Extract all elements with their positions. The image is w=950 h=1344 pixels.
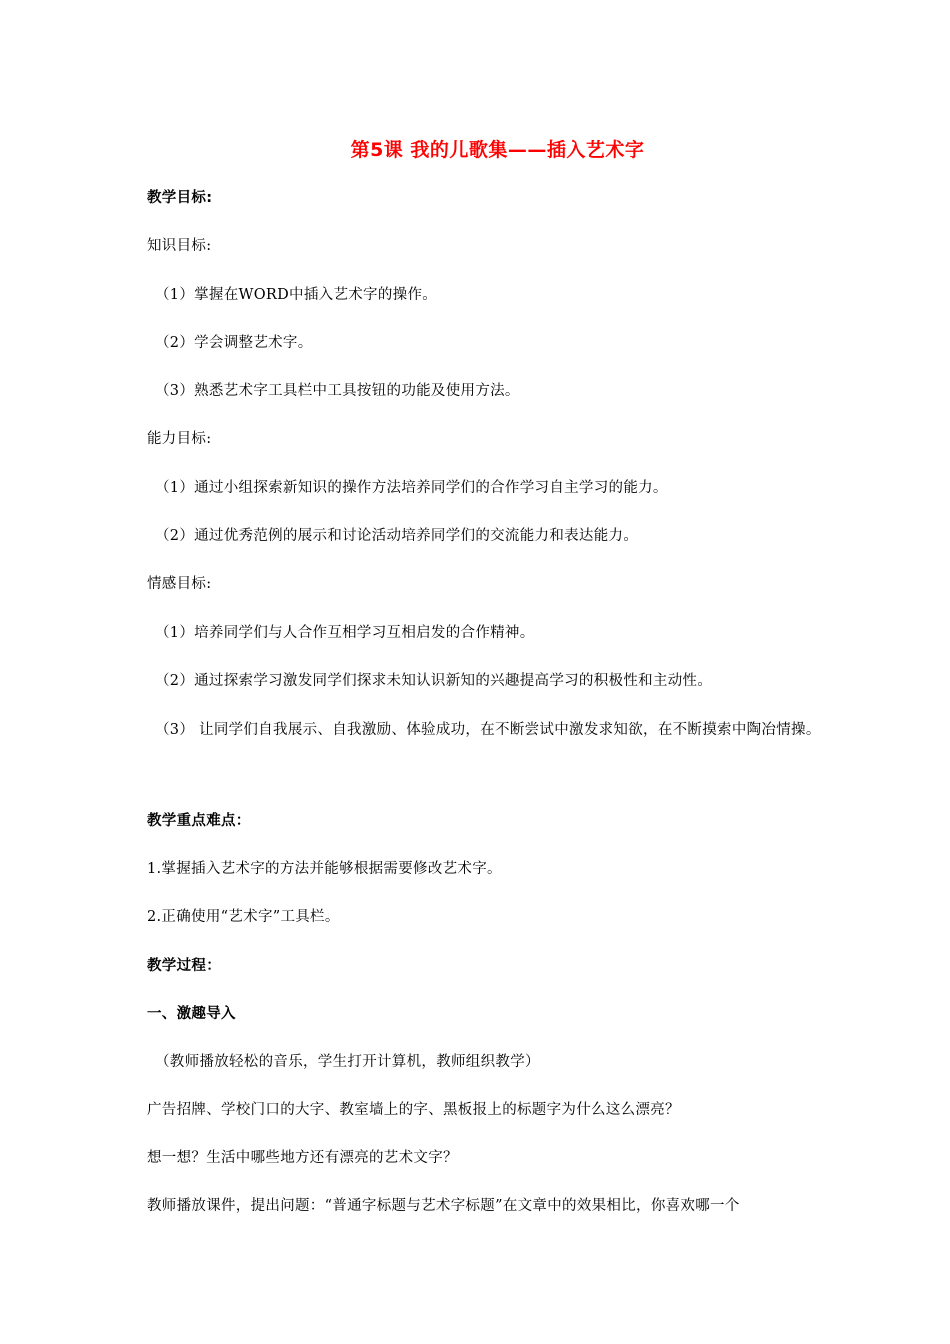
heading-key-points: 教学重点难点： — [147, 813, 251, 829]
list-item: （2）学会调整艺术字。 — [155, 335, 313, 351]
subheading-knowledge-goals: 知识目标: — [147, 238, 212, 254]
list-item: （1）培养同学们与人合作互相学习互相启发的合作精神。 — [155, 625, 535, 641]
subheading-ability-goals: 能力目标: — [147, 431, 212, 447]
subheading-emotion-goals: 情感目标: — [147, 576, 212, 592]
paragraph: 教师播放课件，提出问题：“普通字标题与艺术字标题”在文章中的效果相比，你喜欢哪一个 — [147, 1198, 740, 1214]
document-title: 第5课 我的儿歌集——插入艺术字 — [350, 139, 645, 161]
list-item: 2.正确使用“艺术字”工具栏。 — [147, 909, 340, 925]
list-item: （2）通过探索学习激发同学们探求未知认识新知的兴趣提高学习的积极性和主动性。 — [155, 673, 713, 689]
list-item: （1）掌握在WORD中插入艺术字的操作。 — [155, 287, 438, 303]
list-item-wrapped: （3） 让同学们自我展示、自我激励、体验成功，在不断尝试中激发求知欲，在不断摸索中陶冶情操。 — [155, 722, 821, 738]
list-item: 1.掌握插入艺术字的方法并能够根据需要修改艺术字。 — [147, 861, 502, 877]
section-heading-intro: 一、激趣导入 — [147, 1006, 236, 1022]
paragraph: 广告招牌、学校门口的大字、教室墙上的字、黑板报上的标题字为什么这么漂亮？ — [147, 1102, 680, 1118]
paragraph: 想一想？生活中哪些地方还有漂亮的艺术文字？ — [147, 1150, 458, 1166]
heading-teaching-process: 教学过程： — [147, 958, 221, 974]
list-item: （2）通过优秀范例的展示和讨论活动培养同学们的交流能力和表达能力。 — [155, 528, 639, 544]
list-item: （1）通过小组探索新知识的操作方法培养同学们的合作学习自主学习的能力。 — [155, 480, 668, 496]
heading-teaching-goals: 教学目标: — [147, 190, 213, 206]
paragraph: （教师播放轻松的音乐，学生打开计算机，教师组织教学） — [155, 1054, 540, 1070]
list-item: （3）熟悉艺术字工具栏中工具按钮的功能及使用方法。 — [155, 383, 520, 399]
